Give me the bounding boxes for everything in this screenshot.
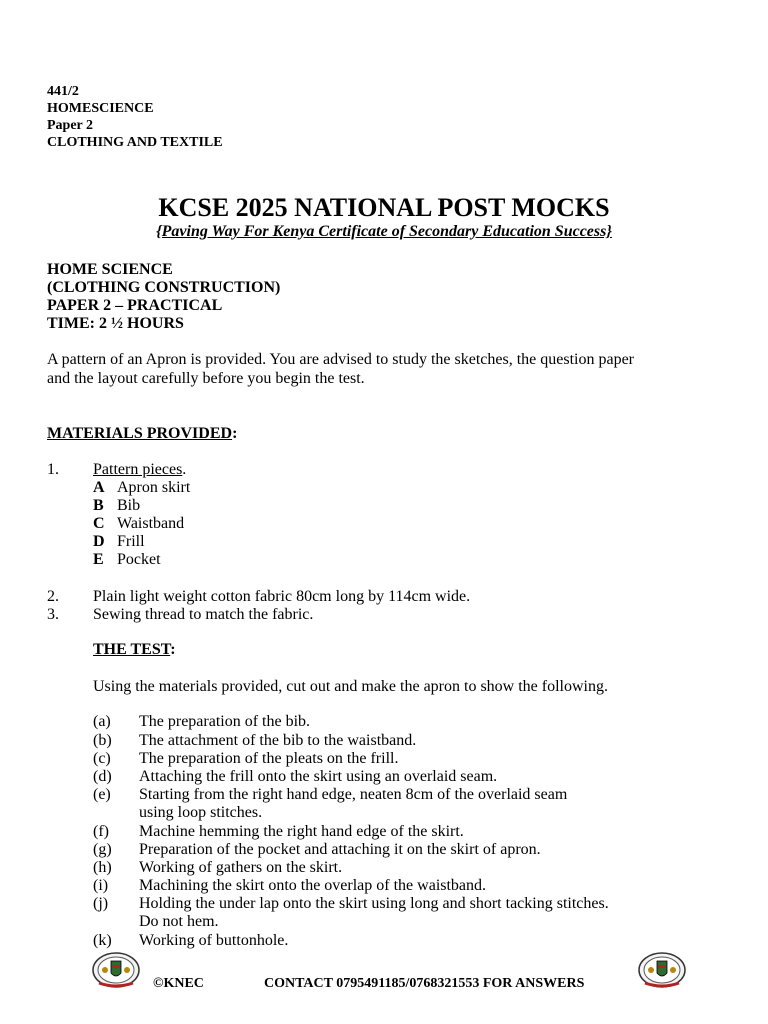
test-heading <box>93 641 176 659</box>
test-item-label: (f) <box>93 823 109 840</box>
test-item-label: (b) <box>93 732 112 749</box>
materials-heading <box>47 425 237 443</box>
coat-of-arms-seal-right <box>637 951 687 991</box>
test-item-text-continued: using loop stitches. <box>139 804 263 821</box>
coat-of-arms-seal-left <box>91 951 141 991</box>
piece-letter: D <box>93 533 105 550</box>
test-item-label: (h) <box>93 859 112 876</box>
intro-line-2: and the layout carefully before you begin the test. <box>47 370 365 387</box>
test-item-text: Preparation of the pocket and attaching it on the skirt of apron. <box>139 841 541 858</box>
materials-item-3-text: Sewing thread to match the fabric. <box>93 606 314 623</box>
materials-item-1-label <box>93 461 186 479</box>
piece-name: Frill <box>117 533 145 550</box>
pattern-piece-b <box>93 497 140 515</box>
materials-item-1-number: 1. <box>47 461 59 478</box>
test-heading-text: THE TEST <box>93 641 171 658</box>
pattern-pieces-suffix: . <box>182 461 187 478</box>
piece-letter: A <box>93 479 105 496</box>
test-instruction: Using the materials provided, cut out and make the apron to show the following. <box>93 678 608 695</box>
footer-copyright: ©KNEC <box>153 976 204 991</box>
test-item-text: Attaching the frill onto the skirt using an overlaid seam. <box>139 768 498 785</box>
pattern-piece-d <box>93 533 145 551</box>
pattern-piece-c <box>93 515 184 533</box>
materials-item-2-text: Plain light weight cotton fabric 80cm long by 114cm wide. <box>93 588 471 605</box>
piece-name: Bib <box>117 497 141 514</box>
exam-time: TIME: 2 ½ HOURS <box>47 315 184 332</box>
test-item-text: The attachment of the bib to the waistband. <box>139 732 417 749</box>
test-item-text: Working of gathers on the skirt. <box>139 859 343 876</box>
pattern-piece-a <box>93 479 190 497</box>
test-item-text: Machining the skirt onto the overlap of the waistband. <box>139 877 487 894</box>
test-item-text: The preparation of the pleats on the frill. <box>139 750 399 767</box>
piece-name: Pocket <box>117 551 161 568</box>
piece-letter: B <box>93 497 104 514</box>
paper-number: Paper 2 <box>47 118 94 133</box>
test-item-label: (g) <box>93 841 112 858</box>
subject-name: HOMESCIENCE <box>47 101 154 116</box>
exam-paper: PAPER 2 – PRACTICAL <box>47 297 223 314</box>
materials-heading-text: MATERIALS PROVIDED <box>47 425 233 442</box>
test-item-text: The preparation of the bib. <box>139 713 311 730</box>
test-item-text-continued: Do not hem. <box>139 913 219 930</box>
exam-area: (CLOTHING CONSTRUCTION) <box>47 279 281 296</box>
test-item-label: (a) <box>93 713 111 730</box>
intro-line-1: A pattern of an Apron is provided. You are advised to study the sketches, the question paper <box>47 351 634 368</box>
test-item-text: Working of buttonhole. <box>139 932 289 949</box>
footer-contact: CONTACT 0795491185/0768321553 FOR ANSWERS <box>264 976 585 991</box>
materials-heading-colon: : <box>232 425 238 442</box>
test-item-label: (c) <box>93 750 111 767</box>
materials-item-2-number: 2. <box>47 588 59 605</box>
paper-option: CLOTHING AND TEXTILE <box>47 135 223 150</box>
piece-name: Waistband <box>117 515 185 532</box>
pattern-pieces-label: Pattern pieces <box>93 461 183 478</box>
materials-item-3-number: 3. <box>47 606 59 623</box>
test-heading-colon: : <box>170 641 176 658</box>
test-item-text: Starting from the right hand edge, neaten 8cm of the overlaid seam <box>139 786 568 803</box>
test-item-text: Machine hemming the right hand edge of the skirt. <box>139 823 464 840</box>
test-item-label: (k) <box>93 932 112 949</box>
piece-name: Apron skirt <box>117 479 191 496</box>
pattern-piece-e <box>93 551 161 569</box>
page-title: KCSE 2025 NATIONAL POST MOCKS <box>158 193 610 222</box>
piece-letter: C <box>93 515 105 532</box>
test-item-label: (i) <box>93 877 109 894</box>
test-item-label: (j) <box>93 895 109 912</box>
paper-code: 441/2 <box>47 84 79 99</box>
test-item-text: Holding the under lap onto the skirt using long and short tacking stitches. <box>139 895 609 912</box>
page-subtitle: {Paving Way For Kenya Certificate of Secondary Education Success} <box>156 223 612 240</box>
piece-letter: E <box>93 551 104 568</box>
test-item-label: (e) <box>93 786 111 803</box>
test-item-label: (d) <box>93 768 112 785</box>
exam-subject: HOME SCIENCE <box>47 261 173 278</box>
